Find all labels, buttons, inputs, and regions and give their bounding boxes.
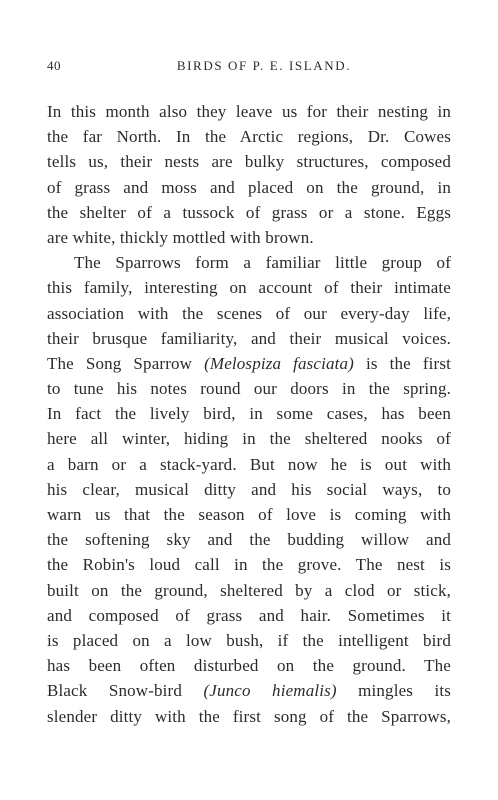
text-line: [47, 200, 451, 225]
text-line: [47, 704, 451, 729]
text-line: [47, 175, 451, 200]
text-line: [47, 401, 451, 426]
text-segment: tells us, their nests are bulky structures, composed: [47, 152, 451, 172]
text-segment: to tune his notes round our doors in the spring.: [47, 379, 451, 399]
text-line: [47, 578, 451, 603]
text-line: [47, 225, 451, 250]
text-segment: this family, interesting on account of their intimate: [47, 278, 451, 298]
text-segment: The Sparrows form a familiar little group of: [74, 253, 451, 273]
text-segment: their brusque familiarity, and their musical voices.: [47, 328, 451, 348]
body-text: [47, 99, 451, 729]
text-line: [47, 678, 451, 703]
text-line: [47, 527, 451, 552]
text-segment: has been often disturbed on the ground. The: [47, 656, 451, 676]
text-segment: is the first: [353, 353, 451, 373]
text-segment: of grass and moss and placed on the ground, in: [47, 177, 451, 197]
text-line: [47, 124, 451, 149]
text-line: [47, 552, 451, 577]
text-line: [47, 301, 451, 326]
paragraph-start-line: [47, 250, 451, 275]
text-segment: a barn or a stack-yard. But now he is out with: [47, 454, 451, 474]
text-segment: the softening sky and the budding willow and: [47, 530, 451, 550]
text-line: [47, 376, 451, 401]
page-number: 40: [47, 58, 61, 73]
text-segment: and composed of grass and hair. Sometimes it: [47, 605, 451, 625]
text-segment: The Song Sparrow: [47, 353, 205, 373]
text-line: [47, 477, 451, 502]
text-segment: are white, thickly mottled with brown.: [47, 227, 314, 247]
text-line: [47, 326, 451, 351]
text-segment: his clear, musical ditty and his social ways, to: [47, 479, 451, 499]
text-line: [47, 351, 451, 376]
text-line: [47, 502, 451, 527]
running-head: [47, 58, 451, 80]
text-line: [47, 149, 451, 174]
text-line: [47, 628, 451, 653]
text-line: [47, 99, 451, 124]
text-line: [47, 452, 451, 477]
running-head-title: BIRDS OF P. E. ISLAND.: [176, 58, 352, 73]
text-segment: In this month also they leave us for their nesting in: [47, 102, 451, 121]
text-line: [47, 426, 451, 451]
text-segment: association with the scenes of our every-day life,: [47, 303, 451, 323]
text-segment: the shelter of a tussock of grass or a stone. Eggs: [47, 202, 451, 222]
text-segment: the far North. In the Arctic regions, Dr. Cowes: [47, 127, 451, 147]
text-segment: built on the ground, sheltered by a clod or stick,: [47, 580, 451, 600]
text-line: [47, 603, 451, 628]
text-segment: here all winter, hiding in the sheltered nooks of: [47, 429, 451, 449]
text-segment: the Robin's loud call in the grove. The nest is: [47, 555, 451, 575]
text-line: [47, 653, 451, 678]
text-segment: Black Snow-bird: [47, 681, 204, 701]
text-segment: warn us that the season of love is coming with: [47, 505, 451, 524]
text-segment: is placed on a low bush, if the intelligent bird: [47, 630, 451, 650]
text-line: [47, 275, 451, 300]
scientific-name: (Melospiza fasciata): [204, 353, 354, 373]
text-segment: slender ditty with the first song of the Sparrows,: [47, 706, 451, 726]
scientific-name: (Junco hiemalis): [203, 681, 337, 701]
text-segment: In fact the lively bird, in some cases, has been: [47, 404, 451, 424]
text-segment: mingles its: [336, 681, 451, 701]
